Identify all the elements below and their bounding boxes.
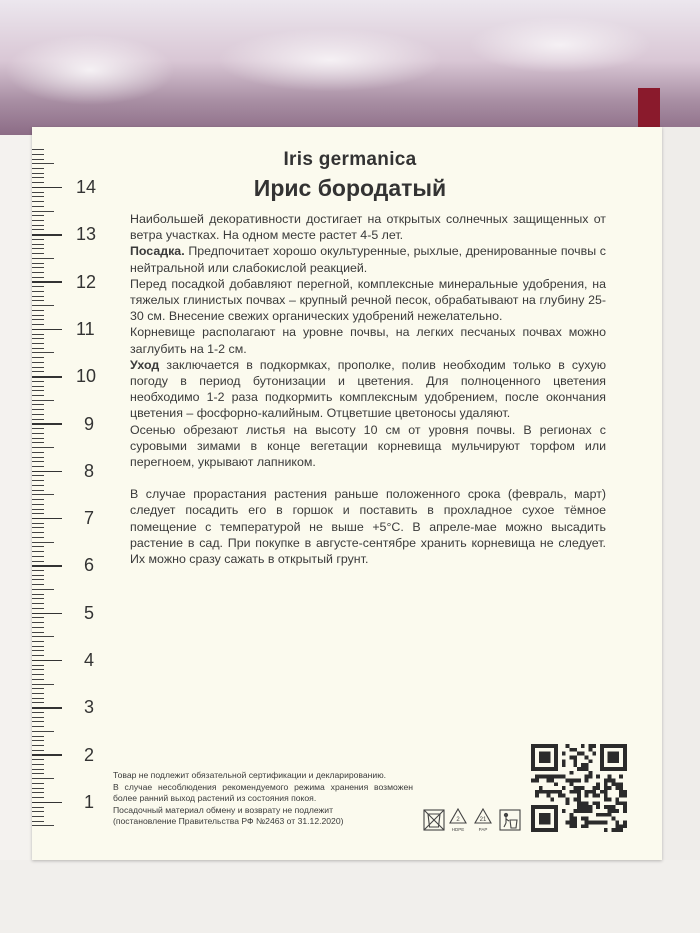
ruler-tick	[32, 613, 62, 615]
ruler-tick	[32, 518, 62, 520]
ruler-number: 12	[76, 271, 97, 292]
ruler-tick	[32, 371, 44, 372]
ruler-tick	[32, 499, 44, 500]
legal-line-1: Товар не подлежит обязательной сертификации и декларированию.	[113, 770, 387, 780]
ruler-tick	[32, 509, 44, 510]
ruler-tick	[32, 461, 44, 462]
ruler-tick	[32, 267, 44, 268]
ruler-tick	[32, 395, 44, 396]
ruler-tick	[32, 712, 44, 713]
ruler-tick	[32, 281, 62, 283]
ruler-tick	[32, 617, 44, 618]
paragraph-fertilizer: Перед посадкой добавляют перегной, комплексные минеральные удобрения, на тяжелых глинистых почвах – крупный речной песок, обрабатывают на глубину 25-30 см. Внесение свежих органических удобрений нежелательно.	[130, 276, 606, 324]
ruler-tick	[32, 669, 44, 670]
ruler-tick	[32, 504, 44, 505]
ruler-tick	[32, 414, 44, 415]
legal-notes	[113, 770, 413, 828]
ruler-tick	[32, 764, 44, 765]
ruler-number: 9	[84, 413, 95, 434]
ruler-tick	[32, 305, 54, 306]
ruler-tick	[32, 745, 44, 746]
ruler-tick	[32, 490, 44, 491]
ruler-tick	[32, 229, 44, 230]
ruler-tick	[32, 433, 44, 434]
ruler-tick	[32, 778, 54, 779]
ruler-tick	[32, 173, 44, 174]
ruler-tick	[32, 693, 44, 694]
ruler-tick	[32, 565, 62, 567]
ruler-tick	[32, 466, 44, 467]
ruler-tick	[32, 225, 44, 226]
paragraph-autumn: Осенью обрезают листья на высоту 10 см от уровня почвы. В регионах с суровыми зимами в конце вегетации корневища мульчируют торфом или перегноем, укрывают лапником.	[130, 422, 606, 470]
ruler-tick	[32, 726, 44, 727]
ruler-tick	[32, 438, 44, 439]
ruler-tick	[32, 702, 44, 703]
paragraph-rhizome: Корневище располагают на уровне почвы, на легких песчаных почвах можно заглубить на 1-2 см.	[130, 325, 606, 356]
ruler-tick	[32, 357, 44, 358]
paragraph-early-sprouting: В случае прорастания растения раньше положенного срока (февраль, март) следует посадить его в горшок и поставить в прохладное сухое тёмное помещение с температурой не выше +5°С. В апреле-мае можно высадить растение в сад. При покупке в августе-сентябре хранить корневища не следует. Их можно сразу сажать в открытый грунт.	[130, 487, 606, 567]
ruler-tick	[32, 811, 44, 812]
care-instructions	[130, 211, 606, 567]
ruler-tick	[32, 792, 44, 793]
ruler-tick	[32, 797, 44, 798]
ruler-tick	[32, 660, 62, 662]
ruler-tick	[32, 362, 44, 363]
ruler-tick	[32, 807, 44, 808]
ruler-tick	[32, 329, 62, 331]
ruler-tick	[32, 319, 44, 320]
ruler-tick	[32, 244, 44, 245]
qr-code[interactable]	[531, 744, 627, 832]
ruler-tick	[32, 769, 44, 770]
latin-title: Iris germanica	[283, 149, 417, 170]
ruler-tick	[32, 546, 44, 547]
care-text: заключается в подкормках, прополке, полив необходим только в сухую погоду в период бутонизации и цветения. Для полноценного цветения необходимо 1-2 раза подкормить комплексным удобрением, после окончания цветения – фосфорно-калийным. Отцветшие цветоносы удаляют.	[130, 357, 606, 421]
ruler-tick	[32, 263, 44, 264]
planting-text: Предпочитает хорошо окультуренные, рыхлые, дренированные почвы с нейтральной или слабокислой реакцией.	[130, 244, 606, 275]
ruler-tick	[32, 561, 44, 562]
recycling-symbols	[422, 806, 526, 834]
ruler-tick	[32, 641, 44, 642]
ruler-tick	[32, 636, 54, 637]
paragraph-location: Наибольшей декоративности достигает на открытых солнечных защищенных от ветра участках. На одном месте растет 4-5 лет.	[130, 212, 606, 243]
ruler-tick	[32, 584, 44, 585]
ruler-tick	[32, 684, 54, 685]
ruler-tick	[32, 400, 54, 401]
ruler-tick	[32, 736, 44, 737]
paragraph-planting	[130, 243, 606, 275]
ruler-tick	[32, 352, 54, 353]
planting-label: Посадка.	[130, 244, 185, 259]
ruler-tick	[32, 594, 44, 595]
ruler-tick	[32, 688, 44, 689]
ruler-tick	[32, 773, 44, 774]
ruler-tick	[32, 334, 44, 335]
russian-title: Ирис бородатый	[253, 175, 447, 201]
ruler-tick	[32, 679, 44, 680]
plant-photo-strip	[0, 0, 700, 135]
ruler-tick	[32, 655, 44, 656]
ruler-tick	[32, 542, 54, 543]
ruler-tick	[32, 272, 44, 273]
ruler-number: 5	[84, 602, 95, 623]
ruler-tick	[32, 367, 44, 368]
ruler-tick	[32, 338, 44, 339]
ruler-tick	[32, 215, 44, 216]
ruler-number: 10	[76, 366, 97, 387]
ruler-tick	[32, 570, 44, 571]
ruler-tick	[32, 409, 44, 410]
recycle-hdpe-icon	[450, 809, 466, 832]
ruler-tick	[32, 286, 44, 287]
ruler-tick	[32, 537, 44, 538]
recycling-bin-crossed-icon	[424, 810, 444, 830]
ruler-number: 13	[76, 224, 97, 245]
ruler-tick	[32, 471, 62, 473]
legal-line-2: В случае несоблюдения рекомендуемого режима хранения возможен более ранний выход растений из состояния покоя.	[113, 781, 413, 804]
ruler-tick	[32, 821, 44, 822]
ruler-tick	[32, 485, 44, 486]
ruler-tick	[32, 475, 44, 476]
ruler-tick	[32, 348, 44, 349]
background-band-bottom	[0, 860, 700, 933]
ruler-tick	[32, 731, 54, 732]
ruler-number: 6	[84, 555, 95, 576]
ruler-tick	[32, 315, 44, 316]
legal-line-3: Посадочный материал обмену и возврату не подлежит	[113, 804, 334, 815]
ruler-tick	[32, 457, 44, 458]
ruler-tick	[32, 386, 44, 387]
care-label: Уход	[130, 357, 160, 372]
ruler-tick	[32, 551, 44, 552]
ruler-tick	[32, 310, 44, 311]
ruler-tick	[32, 404, 44, 405]
ruler-number: 14	[76, 177, 97, 197]
pap-code: 21	[479, 817, 487, 823]
ruler-tick	[32, 759, 44, 760]
hdpe-label: HDPE	[451, 827, 465, 832]
ruler-tick	[32, 343, 44, 344]
ruler-tick	[32, 650, 44, 651]
ruler-tick	[32, 253, 44, 254]
ruler-tick	[32, 802, 62, 804]
ruler-tick	[32, 381, 44, 382]
ruler-tick	[32, 523, 44, 524]
ruler-tick	[32, 480, 44, 481]
ruler-tick	[32, 277, 44, 278]
ruler-tick	[32, 603, 44, 604]
ruler-number: 2	[84, 744, 95, 765]
ruler-tick	[32, 248, 44, 249]
ruler-tick	[32, 423, 62, 425]
ruler-tick	[32, 750, 44, 751]
ruler-number: 3	[84, 697, 95, 718]
ruler-tick	[32, 239, 44, 240]
ruler-tick	[32, 300, 44, 301]
ruler-tick	[32, 296, 44, 297]
ruler-tick	[32, 556, 44, 557]
ruler-tick	[32, 707, 62, 709]
ruler-tick	[32, 717, 44, 718]
ruler-number: 1	[84, 791, 95, 812]
recycle-pap-icon	[475, 809, 491, 832]
ruler-tick	[32, 754, 62, 756]
ruler-tick	[32, 646, 44, 647]
ruler-tick	[32, 211, 54, 212]
ruler-tick	[32, 740, 44, 741]
ruler-tick	[32, 452, 44, 453]
ruler-tick	[32, 291, 44, 292]
ruler-tick	[32, 234, 62, 236]
ruler-number: 7	[84, 508, 95, 529]
ruler-number: 8	[84, 460, 95, 481]
ruler-tick	[32, 698, 44, 699]
ruler-tick	[32, 390, 44, 391]
ruler-tick	[32, 447, 54, 448]
ruler-tick	[32, 608, 44, 609]
trash-person-icon	[500, 810, 520, 830]
ruler-tick	[32, 324, 44, 325]
ruler-tick	[32, 428, 44, 429]
ruler-tick	[32, 598, 44, 599]
ruler-tick	[32, 816, 44, 817]
ruler-tick	[32, 665, 44, 666]
ruler-tick	[32, 783, 44, 784]
ruler-tick	[32, 442, 44, 443]
ruler	[32, 127, 122, 860]
ruler-tick	[32, 674, 44, 675]
pap-label: PAP	[478, 827, 488, 832]
ruler-tick	[32, 788, 44, 789]
ruler-tick	[32, 622, 44, 623]
ruler-tick	[32, 825, 54, 826]
background-band-right	[662, 127, 700, 933]
ruler-tick	[32, 627, 44, 628]
ruler-tick	[32, 513, 44, 514]
ruler-tick	[32, 721, 44, 722]
ruler-tick	[32, 527, 44, 528]
ruler-tick	[32, 376, 62, 378]
ruler-tick	[32, 494, 54, 495]
ruler-tick	[32, 258, 54, 259]
ruler-number: 4	[84, 650, 95, 670]
ruler-tick	[32, 575, 44, 576]
ruler-tick	[32, 589, 54, 590]
legal-line-4: (постановление Правительства РФ №2463 от 31.12.2020)	[113, 816, 344, 827]
ruler-tick	[32, 206, 44, 207]
hdpe-code: 2	[456, 817, 460, 823]
ruler-tick	[32, 632, 44, 633]
ruler-tick	[32, 220, 44, 221]
paragraph-care	[130, 357, 606, 422]
ruler-tick	[32, 419, 44, 420]
ruler-number: 11	[76, 318, 95, 339]
ruler-tick	[32, 579, 44, 580]
ruler-tick	[32, 532, 44, 533]
